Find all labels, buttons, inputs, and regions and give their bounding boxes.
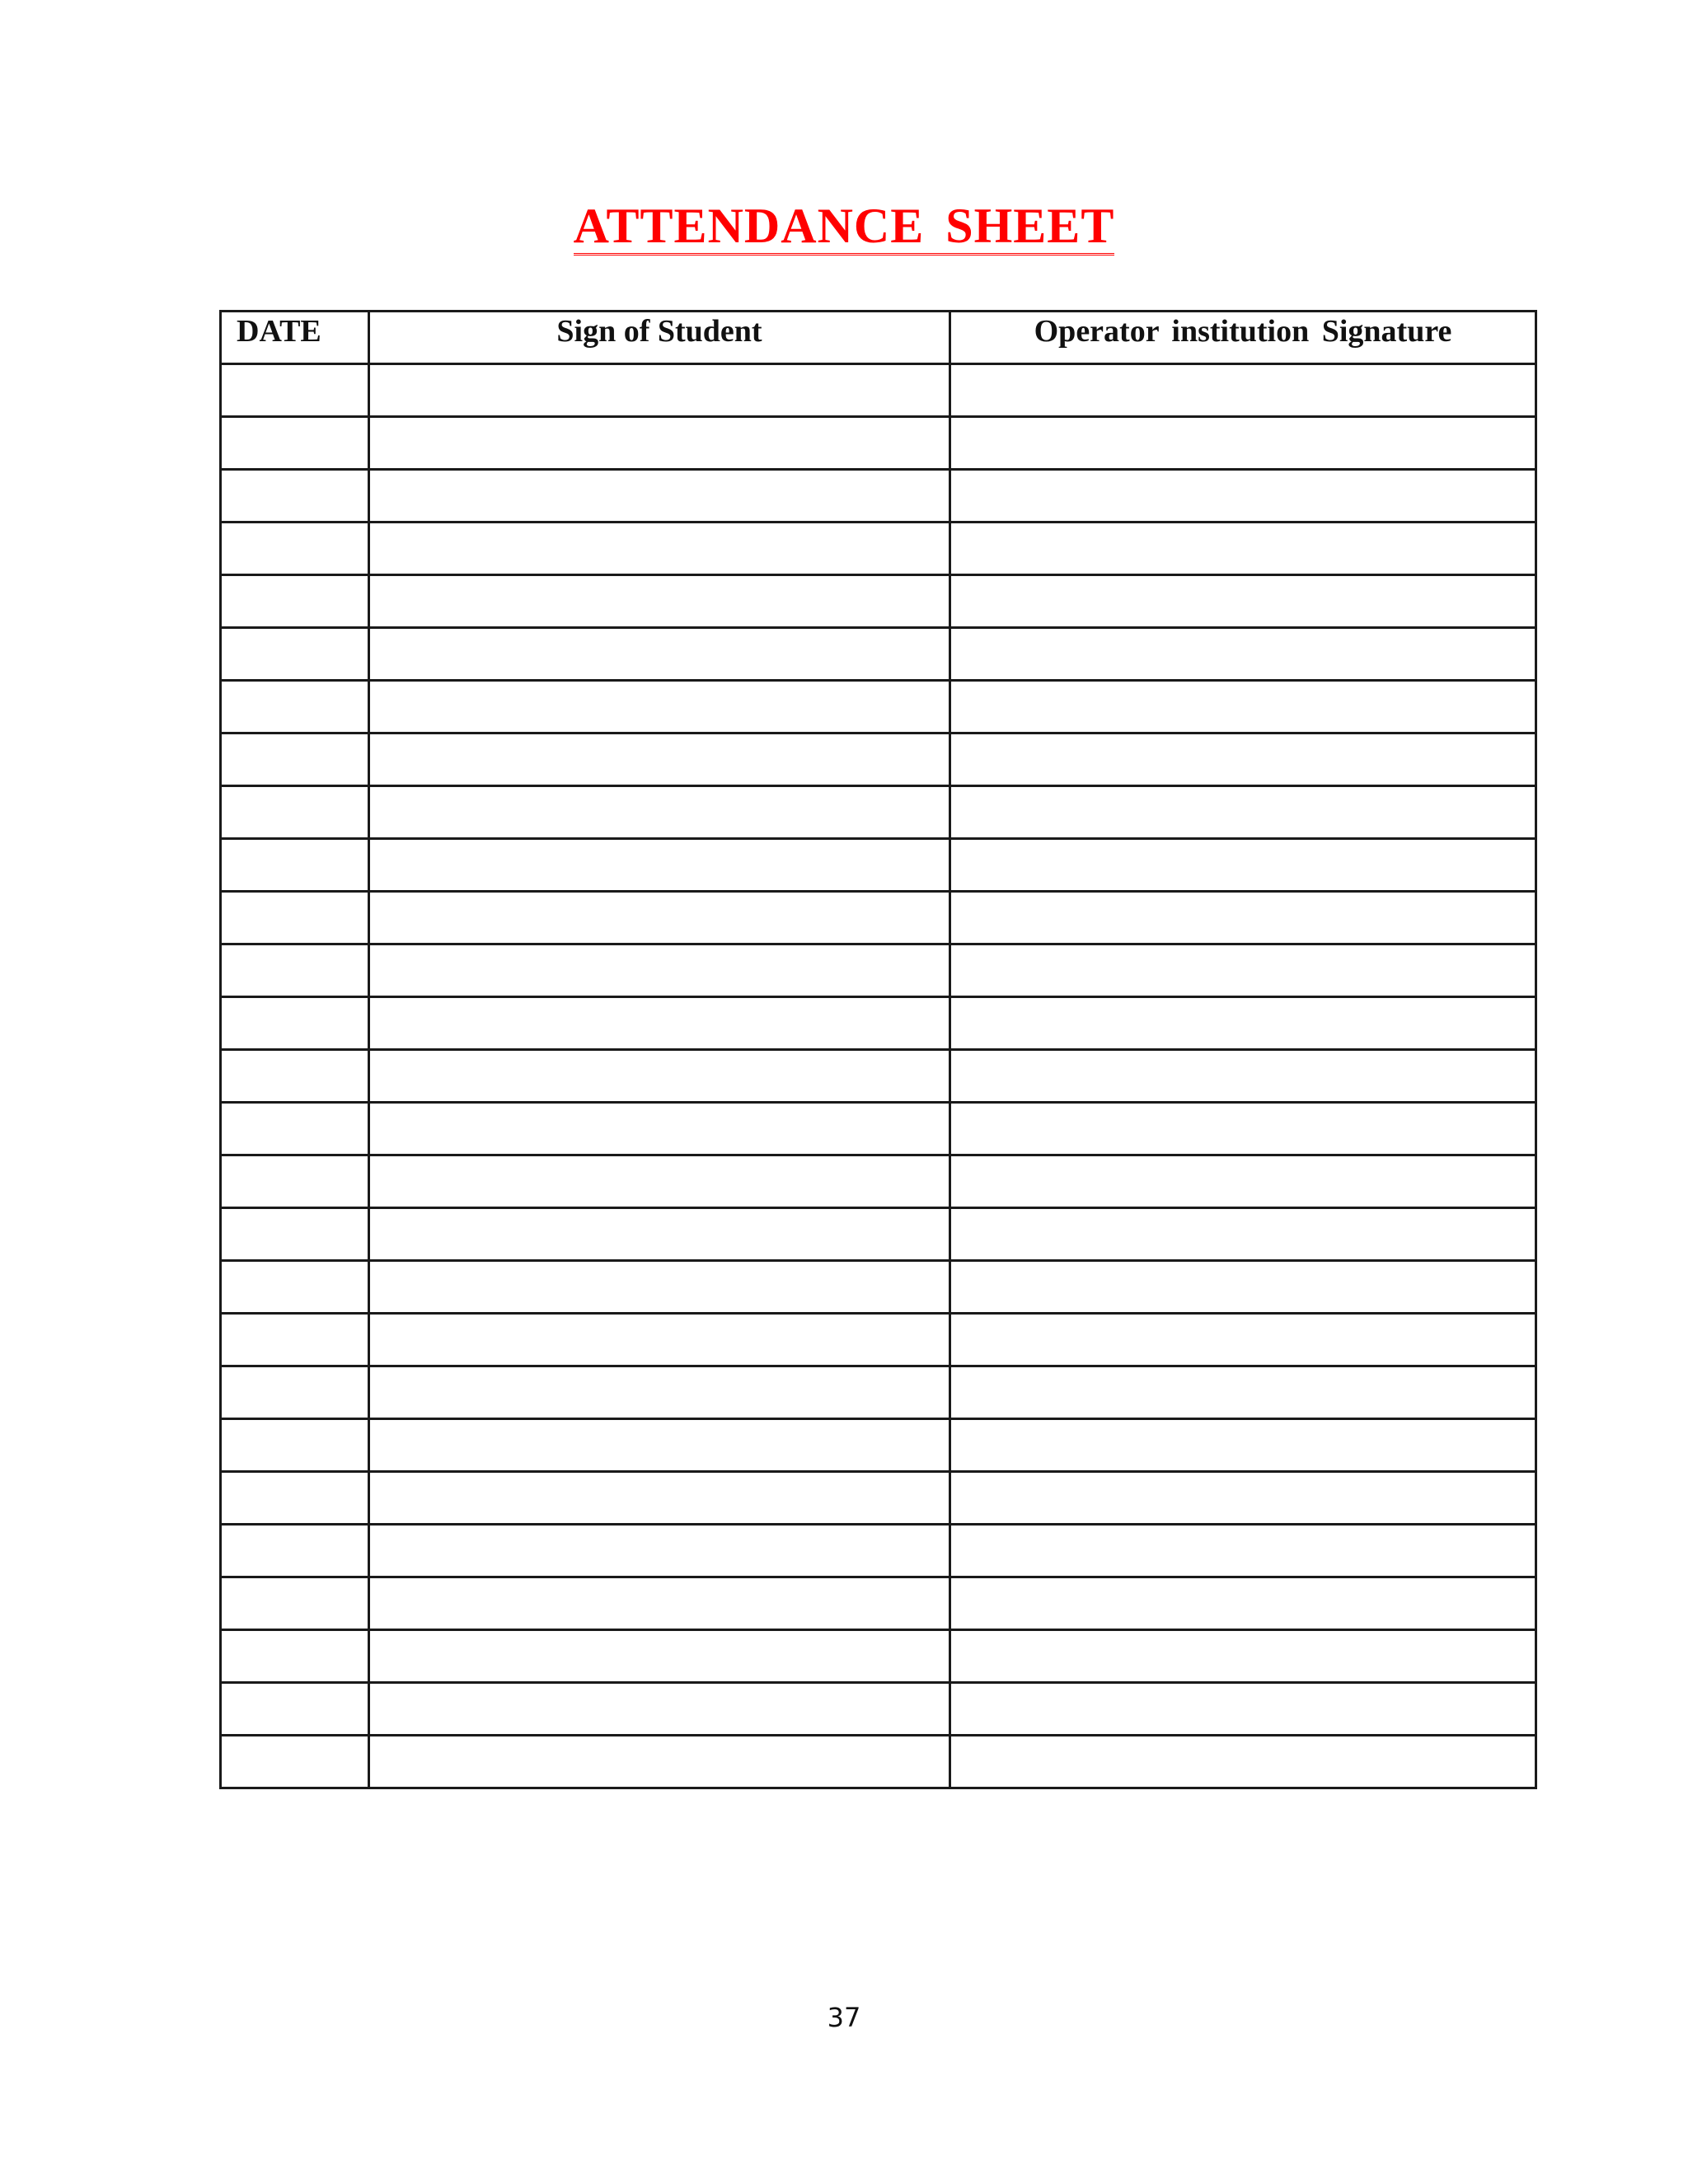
table-row: [221, 892, 1536, 944]
student-sign-cell[interactable]: [369, 1630, 950, 1683]
table-row: [221, 733, 1536, 786]
operator-signature-cell[interactable]: [950, 1736, 1536, 1788]
operator-signature-cell[interactable]: [950, 628, 1536, 681]
attendance-rows: [221, 364, 1536, 1788]
student-sign-cell[interactable]: [369, 681, 950, 733]
date-cell[interactable]: [221, 1314, 369, 1366]
student-sign-cell[interactable]: [369, 944, 950, 997]
operator-signature-cell[interactable]: [950, 681, 1536, 733]
table-row: [221, 1314, 1536, 1366]
student-sign-cell[interactable]: [369, 1208, 950, 1261]
date-cell[interactable]: [221, 1683, 369, 1736]
table-row: [221, 1736, 1536, 1788]
operator-signature-cell[interactable]: [950, 1103, 1536, 1155]
operator-signature-cell[interactable]: [950, 1261, 1536, 1314]
date-cell[interactable]: [221, 733, 369, 786]
operator-signature-cell[interactable]: [950, 1050, 1536, 1103]
operator-signature-cell[interactable]: [950, 1472, 1536, 1525]
date-cell[interactable]: [221, 997, 369, 1050]
table-row: [221, 681, 1536, 733]
page-title: [0, 196, 1688, 255]
operator-signature-cell[interactable]: [950, 575, 1536, 628]
operator-signature-cell[interactable]: [950, 1419, 1536, 1472]
date-cell[interactable]: [221, 1261, 369, 1314]
student-sign-cell[interactable]: [369, 1577, 950, 1630]
table-row: [221, 1050, 1536, 1103]
student-sign-cell[interactable]: [369, 1103, 950, 1155]
column-header-operator-signature: Operator institution Signature: [950, 312, 1536, 364]
student-sign-cell[interactable]: [369, 733, 950, 786]
date-cell[interactable]: [221, 944, 369, 997]
student-sign-cell[interactable]: [369, 1366, 950, 1419]
table-row: [221, 364, 1536, 417]
student-sign-cell[interactable]: [369, 839, 950, 892]
student-sign-cell[interactable]: [369, 1050, 950, 1103]
table-row: [221, 1155, 1536, 1208]
student-sign-cell[interactable]: [369, 1155, 950, 1208]
operator-signature-cell[interactable]: [950, 1366, 1536, 1419]
student-sign-cell[interactable]: [369, 892, 950, 944]
student-sign-cell[interactable]: [369, 786, 950, 839]
student-sign-cell[interactable]: [369, 628, 950, 681]
student-sign-cell[interactable]: [369, 1736, 950, 1788]
date-cell[interactable]: [221, 892, 369, 944]
attendance-table: [219, 310, 1537, 1789]
operator-signature-cell[interactable]: [950, 786, 1536, 839]
operator-signature-cell[interactable]: [950, 839, 1536, 892]
table-row: [221, 1577, 1536, 1630]
table-row: [221, 575, 1536, 628]
page-title-text: ATTENDANCE SHEET: [574, 200, 1115, 255]
student-sign-cell[interactable]: [369, 364, 950, 417]
date-cell[interactable]: [221, 1155, 369, 1208]
table-row: [221, 417, 1536, 470]
date-cell[interactable]: [221, 523, 369, 575]
date-cell[interactable]: [221, 1630, 369, 1683]
table-row: [221, 470, 1536, 523]
date-cell[interactable]: [221, 786, 369, 839]
date-cell[interactable]: [221, 1525, 369, 1577]
operator-signature-cell[interactable]: [950, 417, 1536, 470]
date-cell[interactable]: [221, 1419, 369, 1472]
operator-signature-cell[interactable]: [950, 733, 1536, 786]
date-cell[interactable]: [221, 1103, 369, 1155]
student-sign-cell[interactable]: [369, 575, 950, 628]
operator-signature-cell[interactable]: [950, 1155, 1536, 1208]
column-header-student-sign: Sign of Student: [369, 312, 950, 364]
table-row: [221, 839, 1536, 892]
date-cell[interactable]: [221, 1366, 369, 1419]
date-cell[interactable]: [221, 1050, 369, 1103]
date-cell[interactable]: [221, 1577, 369, 1630]
date-cell[interactable]: [221, 470, 369, 523]
operator-signature-cell[interactable]: [950, 1630, 1536, 1683]
operator-signature-cell[interactable]: [950, 364, 1536, 417]
operator-signature-cell[interactable]: [950, 997, 1536, 1050]
date-cell[interactable]: [221, 1208, 369, 1261]
operator-signature-cell[interactable]: [950, 892, 1536, 944]
table-row: [221, 523, 1536, 575]
table-row: [221, 1366, 1536, 1419]
table-row: [221, 1103, 1536, 1155]
student-sign-cell[interactable]: [369, 1261, 950, 1314]
table-row: [221, 944, 1536, 997]
date-cell[interactable]: [221, 681, 369, 733]
date-cell[interactable]: [221, 1472, 369, 1525]
date-cell[interactable]: [221, 417, 369, 470]
student-sign-cell[interactable]: [369, 997, 950, 1050]
table-row: [221, 1261, 1536, 1314]
operator-signature-cell[interactable]: [950, 523, 1536, 575]
date-cell[interactable]: [221, 839, 369, 892]
student-sign-cell[interactable]: [369, 1314, 950, 1366]
student-sign-cell[interactable]: [369, 1419, 950, 1472]
table-row: [221, 997, 1536, 1050]
table-row: [221, 1683, 1536, 1736]
operator-signature-cell[interactable]: [950, 1525, 1536, 1577]
operator-signature-cell[interactable]: [950, 470, 1536, 523]
date-cell[interactable]: [221, 1736, 369, 1788]
table-row: [221, 1472, 1536, 1525]
page-number: 37: [827, 2002, 861, 2033]
student-sign-cell[interactable]: [369, 417, 950, 470]
student-sign-cell[interactable]: [369, 470, 950, 523]
operator-signature-cell[interactable]: [950, 1577, 1536, 1630]
table-header-row: [221, 312, 1536, 364]
table-row: [221, 1525, 1536, 1577]
table-row: [221, 628, 1536, 681]
table-row: [221, 1630, 1536, 1683]
date-cell[interactable]: [221, 575, 369, 628]
date-cell[interactable]: [221, 628, 369, 681]
date-cell[interactable]: [221, 364, 369, 417]
operator-signature-cell[interactable]: [950, 1314, 1536, 1366]
table-row: [221, 1419, 1536, 1472]
table-row: [221, 786, 1536, 839]
column-header-date: DATE: [221, 312, 369, 364]
student-sign-cell[interactable]: [369, 523, 950, 575]
operator-signature-cell[interactable]: [950, 944, 1536, 997]
operator-signature-cell[interactable]: [950, 1208, 1536, 1261]
student-sign-cell[interactable]: [369, 1525, 950, 1577]
student-sign-cell[interactable]: [369, 1683, 950, 1736]
operator-signature-cell[interactable]: [950, 1683, 1536, 1736]
table-row: [221, 1208, 1536, 1261]
student-sign-cell[interactable]: [369, 1472, 950, 1525]
